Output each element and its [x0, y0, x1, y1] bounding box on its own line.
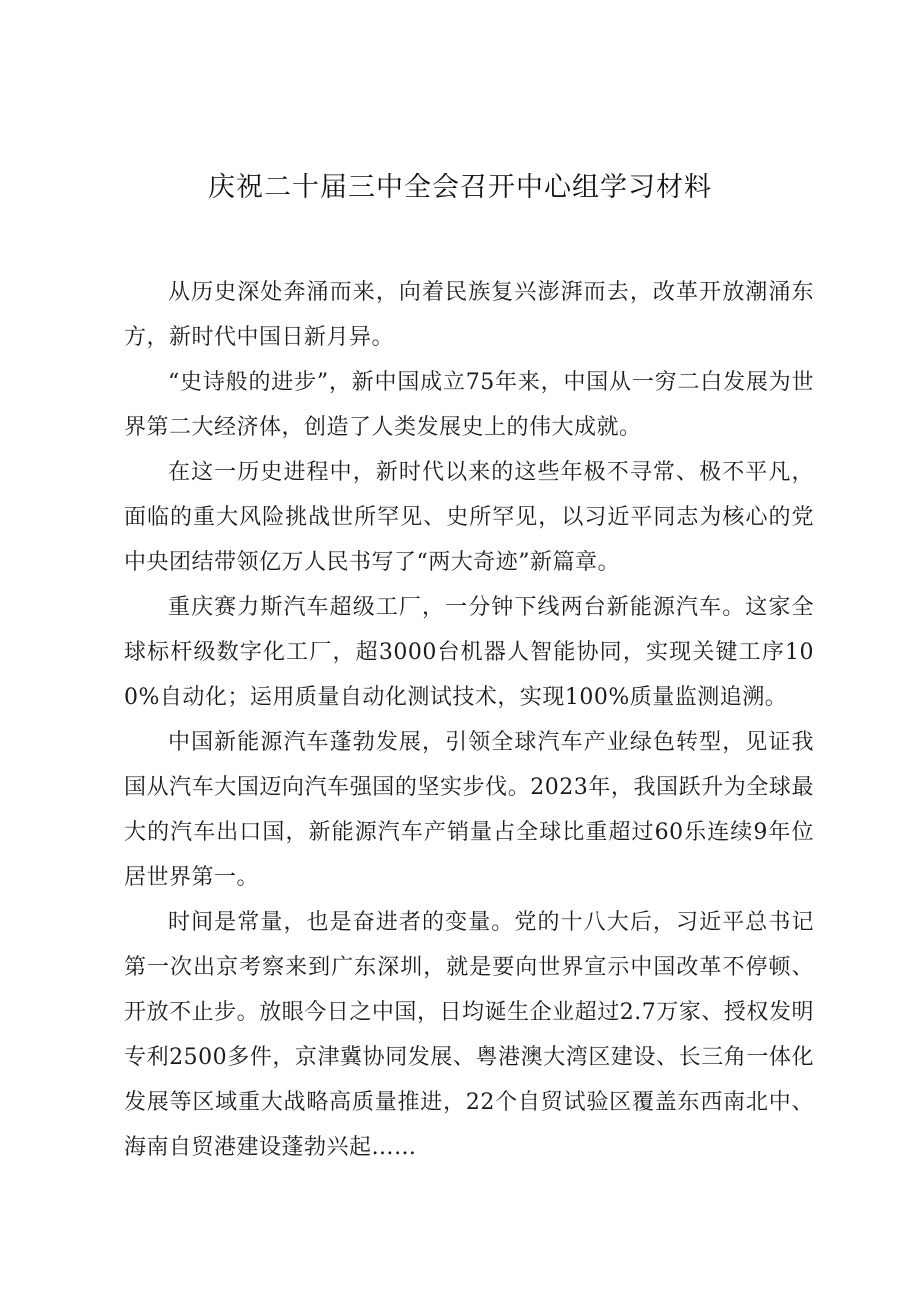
paragraph: “史诗般的进步”，新中国成立75年来，中国从一穷二白发展为世界第二大经济体，创造了人类发展史上的伟大成就。 — [124, 370, 814, 440]
paragraph: 时间是常量，也是奋进者的变量。党的十八大后，习近平总书记第一次出京考察来到广东深圳，就是要向世界宣示中国改革不停顿、开放不止步。放眼今日之中国，日均诞生企业超过2.7万家、授权发明专利2500多件，京津冀协同发展、粤港澳大湾区建设、长三角一体化发展等区域重大战略高质量推进，22个自贸试验区覆盖东西南北中、海南自贸港建设蓬勃兴起…… — [124, 910, 814, 1160]
paragraph: 重庆赛力斯汽车超级工厂，一分钟下线两台新能源汽车。这家全球标杆级数字化工厂，超3000台机器人智能协同，实现关键工序100%自动化；运用质量自动化测试技术，实现100%质量监测追溯。 — [124, 595, 814, 710]
page-title: 庆祝二十届三中全会召开中心组学习材料 — [208, 172, 712, 203]
paragraph: 中国新能源汽车蓬勃发展，引领全球汽车产业绿色转型，见证我国从汽车大国迈向汽车强国的坚实步伐。2023年，我国跃升为全球最大的汽车出口国，新能源汽车产销量占全球比重超过60乐连续9年位居世界第一。 — [124, 730, 814, 890]
paragraph: 在这一历史进程中，新时代以来的这些年极不寻常、极不平凡，面临的重大风险挑战世所罕见、史所罕见，以习近平同志为核心的党中央团结带领亿万人民书写了“两大奇迹”新篇章。 — [124, 460, 814, 575]
paragraph: 从历史深处奔涌而来，向着民族复兴澎湃而去，改革开放潮涌东方，新时代中国日新月异。 — [124, 280, 814, 350]
document-body — [124, 270, 814, 1170]
